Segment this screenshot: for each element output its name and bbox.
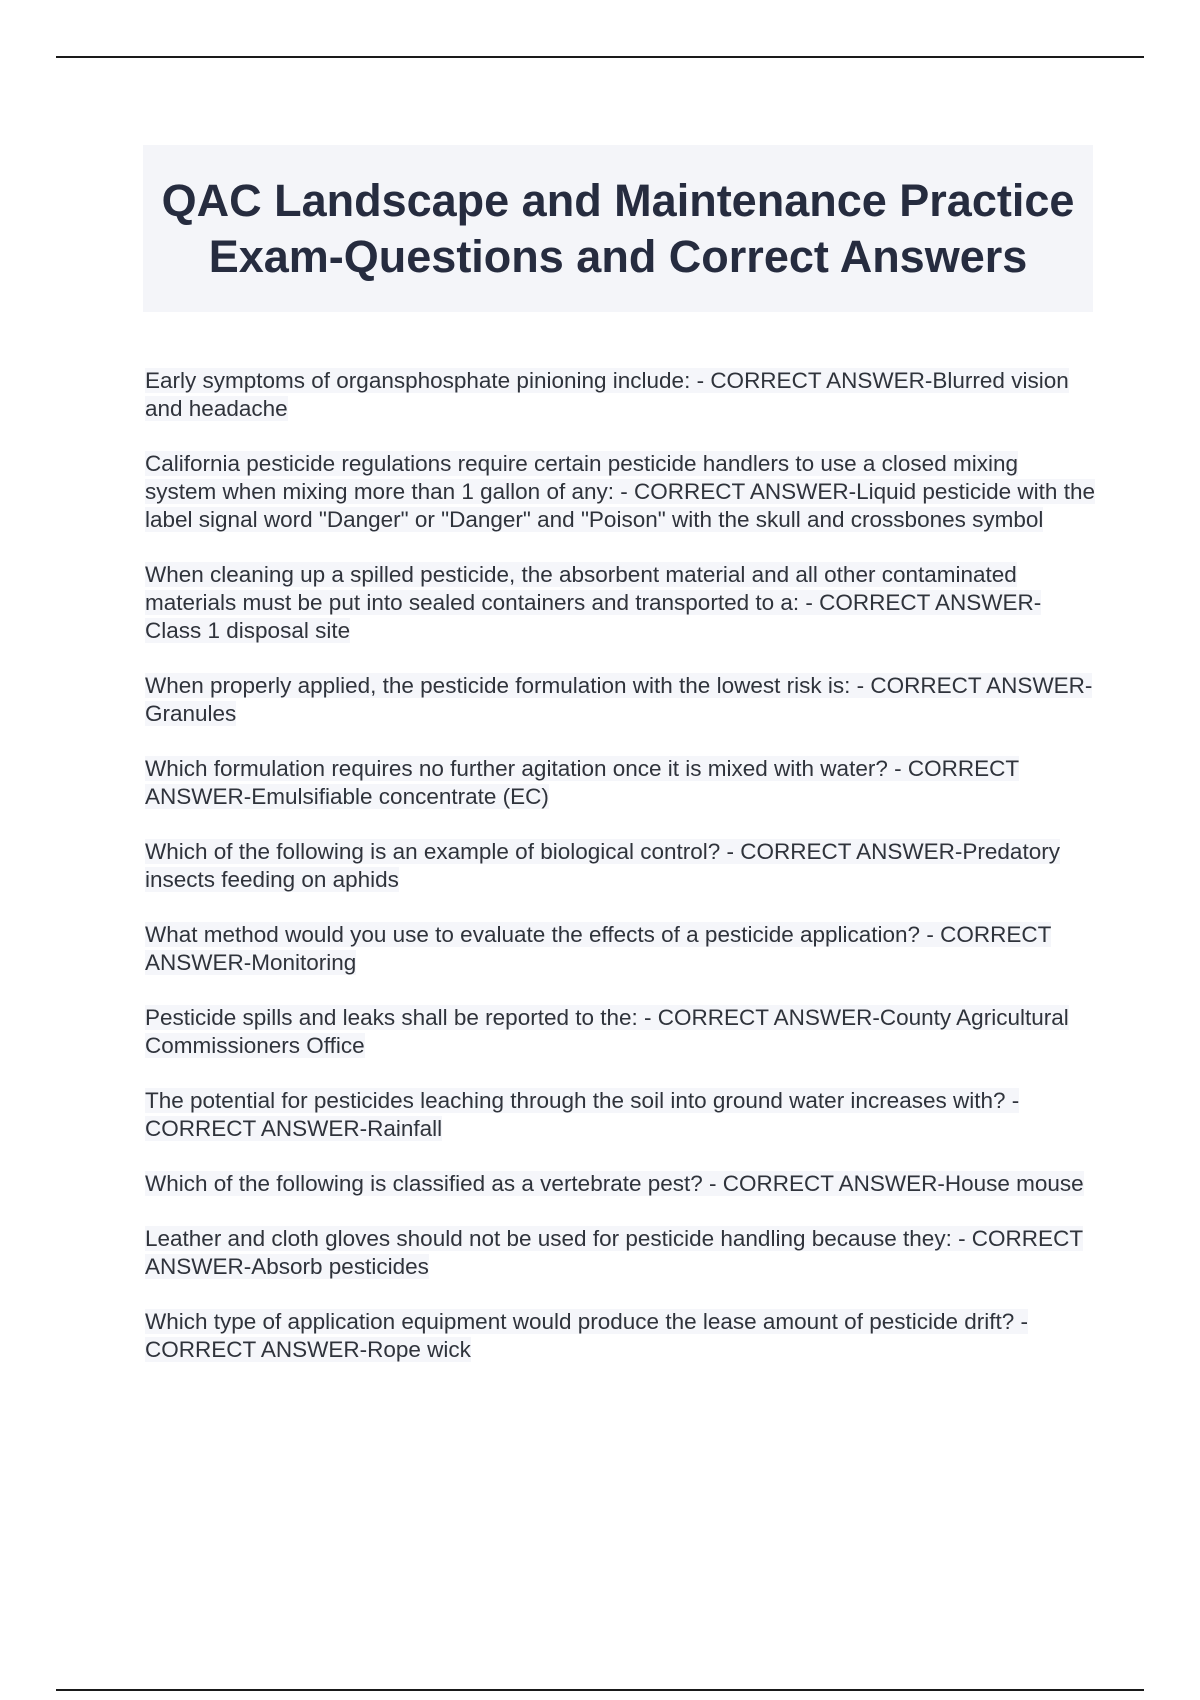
- qa-text: California pesticide regulations require certain pesticide handlers to use a closed mixing system when mixing more than 1 gallon of any: - CORRECT ANSWER-Liquid pesticide with the label signal word "Danger" or "Danger" and "Poison" with the skull and crossbones symbol: [145, 451, 1095, 532]
- qa-item: [145, 367, 1095, 423]
- document-title: QAC Landscape and Maintenance Practice Exam-Questions and Correct Answers: [161, 174, 1075, 282]
- qa-item: [145, 921, 1095, 977]
- qa-item: [145, 561, 1095, 645]
- top-divider: [56, 56, 1144, 58]
- qa-text: Which of the following is an example of biological control? - CORRECT ANSWER-Predatory insects feeding on aphids: [145, 839, 1060, 892]
- qa-text: The potential for pesticides leaching through the soil into ground water increases with? - CORRECT ANSWER-Rainfall: [145, 1088, 1020, 1141]
- qa-text: When cleaning up a spilled pesticide, the absorbent material and all other contaminated materials must be put into sealed containers and transported to a: - CORRECT ANSWER-Class 1 disposal site: [145, 562, 1042, 643]
- qa-item: [145, 755, 1095, 811]
- qa-item: [145, 450, 1095, 534]
- qa-item: [145, 838, 1095, 894]
- qa-text: Pesticide spills and leaks shall be reported to the: - CORRECT ANSWER-County Agricultural Commissioners Office: [145, 1005, 1069, 1058]
- qa-item: [145, 1004, 1095, 1060]
- qa-text: Leather and cloth gloves should not be used for pesticide handling because they: - CORRECT ANSWER-Absorb pesticides: [145, 1226, 1084, 1279]
- qa-text: Which formulation requires no further agitation once it is mixed with water? - CORRECT ANSWER-Emulsifiable concentrate (EC): [145, 756, 1020, 809]
- qa-text: What method would you use to evaluate the effects of a pesticide application? - CORRECT ANSWER-Monitoring: [145, 922, 1052, 975]
- qa-list: [145, 367, 1095, 1391]
- qa-item: [145, 1225, 1095, 1281]
- qa-text: Early symptoms of organsphosphate pinioning include: - CORRECT ANSWER-Blurred vision and headache: [145, 368, 1069, 421]
- title-block: [143, 145, 1093, 312]
- qa-text: Which of the following is classified as a vertebrate pest? - CORRECT ANSWER-House mouse: [145, 1171, 1084, 1196]
- qa-item: [145, 1308, 1095, 1364]
- bottom-divider: [56, 1689, 1144, 1691]
- qa-text: Which type of application equipment would produce the lease amount of pesticide drift? - CORRECT ANSWER-Rope wick: [145, 1309, 1029, 1362]
- qa-item: [145, 1087, 1095, 1143]
- qa-item: [145, 672, 1095, 728]
- qa-text: When properly applied, the pesticide formulation with the lowest risk is: - CORRECT ANSWER-Granules: [145, 673, 1093, 726]
- qa-item: [145, 1170, 1095, 1198]
